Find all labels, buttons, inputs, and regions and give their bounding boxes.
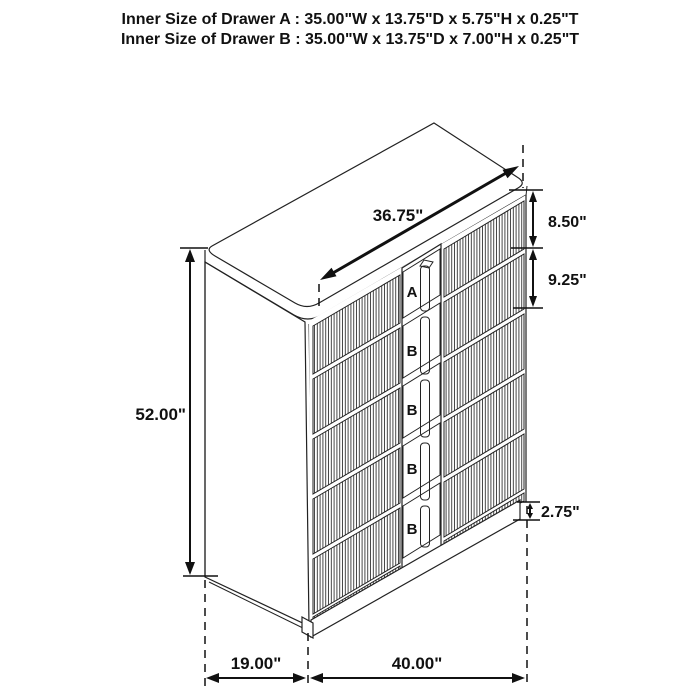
drawer-b-inner-size-text: Inner Size of Drawer B : 35.00"W x 13.75"D x 7.00"H x 0.25"T [120, 31, 580, 48]
dim-width-label: 40.00" [391, 654, 443, 673]
drawer-a-label: A [406, 284, 418, 301]
arrowhead [512, 673, 525, 683]
arrowhead [527, 513, 533, 519]
dim-top-width-label: 36.75" [372, 206, 424, 225]
arrowhead [529, 249, 537, 260]
dim-base-height [513, 502, 580, 521]
drawer-b4-label: B [406, 521, 418, 538]
drawer-a-inner-size-text: Inner Size of Drawer A : 35.00"W x 13.75"D x 5.75"H x 0.25"T [121, 11, 579, 28]
arrowhead [185, 249, 195, 262]
side-face [205, 262, 309, 626]
arrowhead [529, 236, 537, 247]
dim-top-drawer-label: 8.50" [548, 214, 587, 231]
arrowhead [185, 562, 195, 575]
dresser [205, 123, 527, 638]
arrowhead [527, 503, 533, 509]
drawer-b2-label: B [406, 402, 418, 419]
top-slab-right-edge [526, 186, 527, 196]
left-fluted-door [313, 275, 400, 621]
arrowhead [206, 673, 219, 683]
dim-height-label: 52.00" [135, 405, 186, 424]
dim-base-label: 2.75" [541, 504, 580, 521]
drawer-b3-label: B [406, 461, 418, 478]
drawer-column [402, 244, 441, 569]
left-side-panel [205, 250, 313, 630]
drawer-b1-label: B [406, 343, 418, 360]
arrowhead [529, 191, 537, 202]
right-fluted-door [444, 201, 524, 546]
arrowhead [529, 296, 537, 307]
dim-drawer-label: 9.25" [548, 272, 587, 289]
arrowhead [310, 673, 323, 683]
arrowhead [293, 673, 306, 683]
dim-depth-label: 19.00" [230, 654, 282, 673]
